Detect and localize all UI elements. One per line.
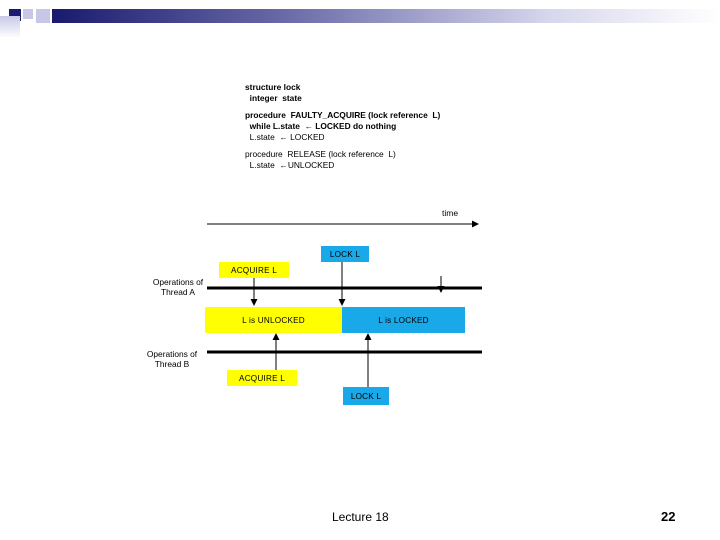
lock-top-box: LOCK L (321, 246, 369, 262)
code-line: integer state (245, 93, 302, 103)
page-number: 22 (661, 509, 676, 524)
locked-state-box: L is LOCKED (342, 307, 465, 333)
code-line: procedure FAULTY_ACQUIRE (lock reference L) (245, 110, 441, 120)
acquire-a-box: ACQUIRE L (219, 262, 289, 278)
code-line: L.state ← LOCKED (245, 132, 325, 142)
acquire-b-box: ACQUIRE L (227, 370, 297, 386)
code-line: while L.state ← LOCKED do nothing (245, 121, 397, 131)
code-line: procedure RELEASE (lock reference L) (245, 149, 396, 159)
lock-bottom-box: LOCK L (343, 387, 389, 405)
thread-a-label-line: Operations of (152, 277, 204, 287)
code-line: structure lock (245, 82, 301, 92)
thread-b-label-line: Operations of (146, 349, 198, 359)
unlocked-state-box: L is UNLOCKED (205, 307, 342, 333)
footer-lecture: Lecture 18 (332, 510, 389, 524)
code-line: L.state ←UNLOCKED (245, 160, 335, 170)
thread-b-label-line: Thread B (154, 359, 190, 369)
thread-b-label (137, 349, 207, 369)
thread-a-label (143, 277, 213, 297)
time-label: time (442, 208, 459, 218)
thread-a-label-line: Thread A (161, 287, 195, 297)
